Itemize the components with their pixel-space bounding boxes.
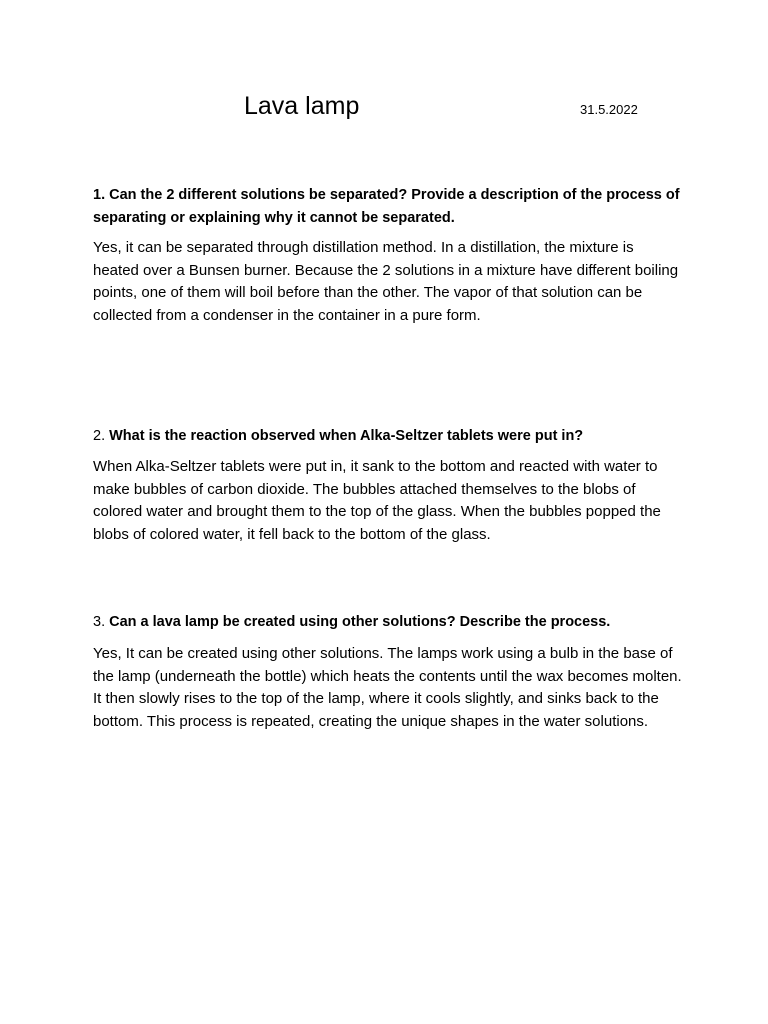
- document-date: 31.5.2022: [580, 102, 638, 117]
- question-2-number: 2.: [93, 428, 106, 444]
- question-1-number: 1.: [93, 187, 106, 203]
- answer-3: Yes, It can be created using other solutions. The lamps work using a bulb in the base of the lamp (underneath the bottle) which heats the contents until the wax becomes molten. It then slowly rises to the top of the lamp, where it cools slightly, and sinks back to the bottom. This process is repeated, creating the unique shapes in the water solutions.: [93, 645, 682, 730]
- answer-1: Yes, it can be separated through distillation method. In a distillation, the mixture is heated over a Bunsen burner. Because the 2 solutions in a mixture have different boiling points, one of them will boil before than the other. The vapor of that solution can be collected from a condenser in the container in a pure form.: [93, 239, 679, 324]
- question-2-text: What is the reaction observed when Alka-Seltzer tablets were put in?: [109, 428, 584, 444]
- question-3-number: 3.: [93, 614, 106, 630]
- question-3-text: Can a lava lamp be created using other solutions? Describe the process.: [109, 614, 611, 630]
- question-1-text: Can the 2 different solutions be separated? Provide a description of the process of separating or explaining why it cannot be separated.: [93, 187, 680, 226]
- question-2: [93, 425, 683, 448]
- question-1: [93, 184, 683, 229]
- document-title: Lava lamp: [244, 92, 360, 120]
- answer-2: When Alka-Seltzer tablets were put in, it sank to the bottom and reacted with water to make bubbles of carbon dioxide. The bubbles attached themselves to the blobs of colored water and brought them to the top of the glass. When the bubbles popped the blobs of colored water, it fell back to the bottom of the glass.: [93, 458, 661, 543]
- question-3: [93, 611, 683, 634]
